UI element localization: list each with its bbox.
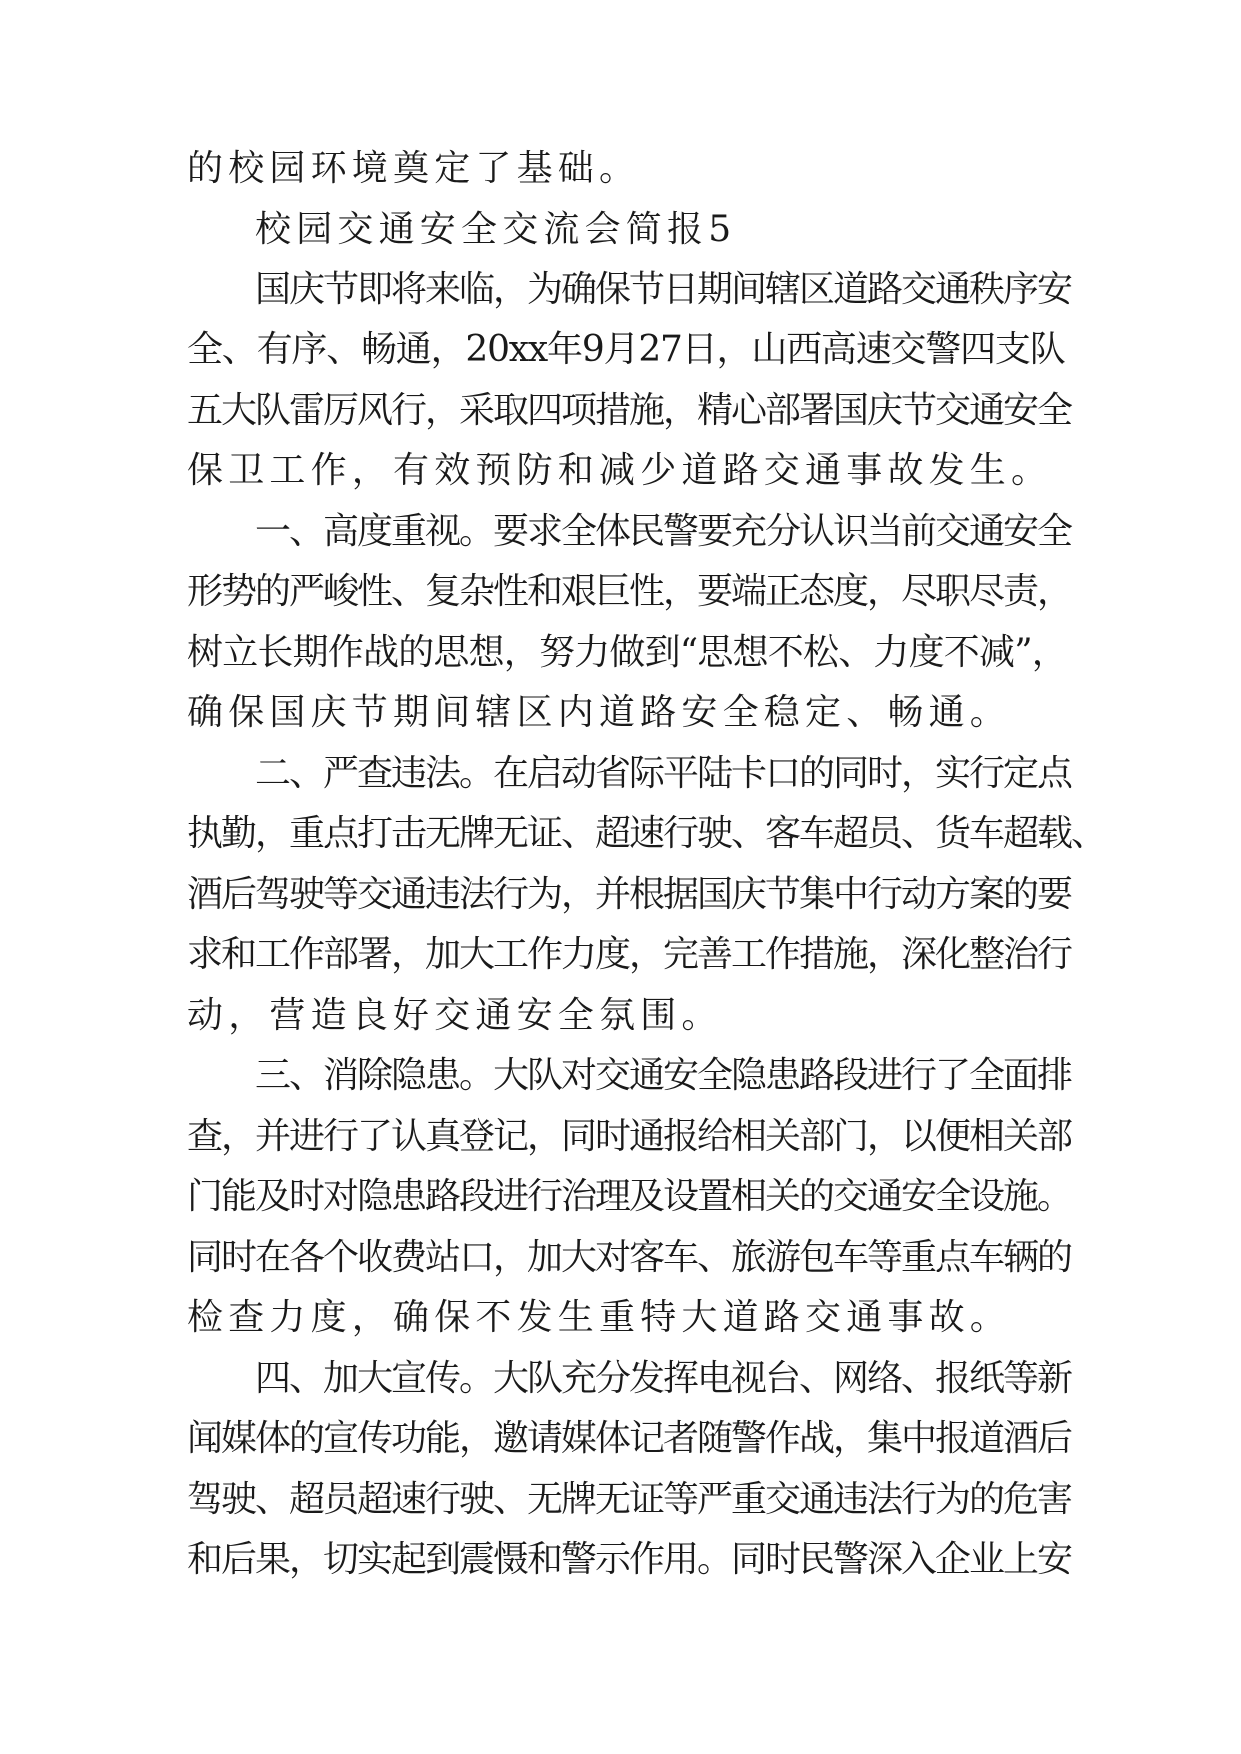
text-line: 和后果，切实起到震慑和警示作用。同时民警深入企业上安 <box>187 1539 1072 1580</box>
text-line: 四、加大宣传。大队充分发挥电视台、网络、报纸等新 <box>255 1358 1072 1399</box>
text-line: 的校园环境奠定了基础。 <box>187 148 641 189</box>
section-heading: 校园交通安全交流会简报5 <box>255 209 737 250</box>
text-line: 同时在各个收费站口，加大对客车、旅游包车等重点车辆的 <box>187 1237 1072 1278</box>
text-line: 动，营造良好交通安全氛围。 <box>187 995 723 1036</box>
text-line: 一、高度重视。要求全体民警要充分认识当前交通安全 <box>255 511 1072 552</box>
text-line: 二、严查违法。在启动省际平陆卡口的同时，实行定点 <box>255 753 1072 794</box>
text-line: 三、消除隐患。大队对交通安全隐患路段进行了全面排 <box>255 1055 1072 1096</box>
text-line: 保卫工作，有效预防和减少道路交通事故发生。 <box>187 450 1053 491</box>
text-line: 确保国庆节期间辖区内道路安全稳定、畅通。 <box>187 692 1012 733</box>
text-line: 形势的严峻性、复杂性和艰巨性，要端正态度，尽职尽责， <box>187 571 1072 612</box>
text-line: 国庆节即将来临，为确保节日期间辖区道路交通秩序安 <box>255 269 1072 310</box>
text-line: 五大队雷厉风行，采取四项措施，精心部署国庆节交通安全 <box>187 390 1072 431</box>
text-line: 全、有序、畅通，20xx年9月27日，山西高速交警四支队 <box>187 329 1065 370</box>
text-line: 门能及时对隐患路段进行治理及设置相关的交通安全设施。 <box>187 1176 1072 1217</box>
text-line: 求和工作部署，加大工作力度，完善工作措施，深化整治行 <box>187 934 1072 975</box>
text-line: 驾驶、超员超速行驶、无牌无证等严重交通违法行为的危害 <box>187 1479 1072 1520</box>
text-line: 检查力度，确保不发生重特大道路交通事故。 <box>187 1297 1012 1338</box>
text-line: 闻媒体的宣传功能，邀请媒体记者随警作战，集中报道酒后 <box>187 1418 1072 1459</box>
text-line: 酒后驾驶等交通违法行为，并根据国庆节集中行动方案的要 <box>187 874 1072 915</box>
text-line: 树立长期作战的思想，努力做到“思想不松、力度不减”， <box>187 632 1068 673</box>
text-line: 查，并进行了认真登记，同时通报给相关部门，以便相关部 <box>187 1116 1072 1157</box>
text-line: 执勤，重点打击无牌无证、超速行驶、客车超员、货车超载、 <box>187 813 1106 854</box>
